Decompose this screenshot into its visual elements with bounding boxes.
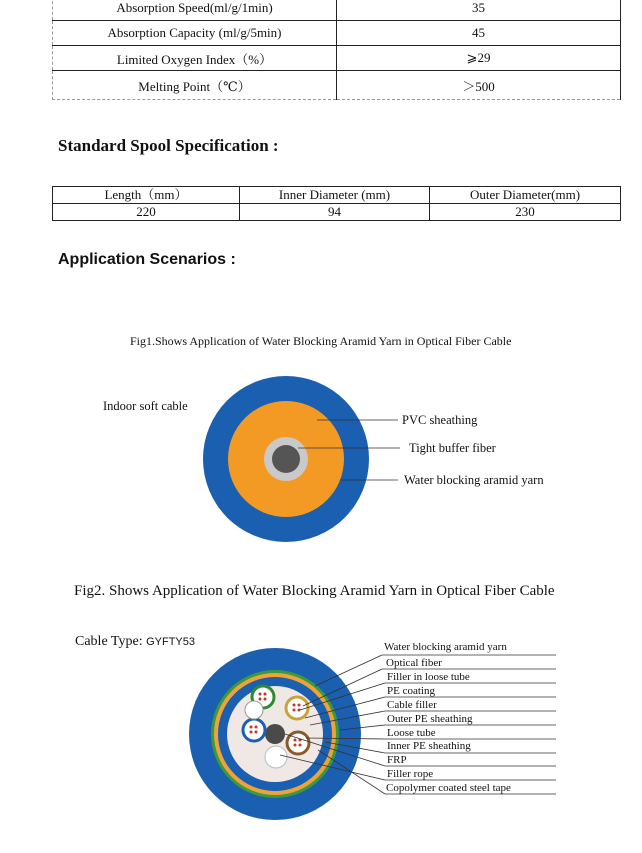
fig2-label: Optical fiber [386, 657, 442, 669]
fig2-label: Loose tube [387, 727, 436, 739]
fig1-label-aramid: Water blocking aramid yarn [404, 473, 544, 487]
value-length: 220 [53, 204, 240, 221]
table-row [53, 46, 621, 71]
property-value: 45 [337, 21, 621, 46]
table-row [53, 204, 621, 221]
spool-table [52, 186, 621, 221]
table-row [53, 0, 621, 21]
frp-core [265, 724, 285, 744]
loose-tube [286, 697, 308, 719]
fig2-label: Outer PE sheathing [387, 713, 473, 725]
fig2-label: FRP [387, 754, 407, 766]
property-value: ⩾29 [337, 46, 621, 71]
fig1-cable-name: Indoor soft cable [103, 399, 188, 413]
header-length: Length（mm） [53, 187, 240, 204]
property-value: ＞500 [337, 71, 621, 100]
fig2-label: Water blocking aramid yarn [384, 641, 507, 653]
filler-rope [265, 746, 287, 768]
value-inner-diameter: 94 [240, 204, 430, 221]
fig1-label-tight-buffer: Tight buffer fiber [409, 441, 496, 455]
header-inner-diameter: Inner Diameter (mm) [240, 187, 430, 204]
fig2-label: Cable filler [387, 699, 437, 711]
table-row [53, 21, 621, 46]
fig2-label: Filler rope [387, 768, 434, 780]
header-outer-diameter: Outer Diameter(mm) [430, 187, 621, 204]
property-value: 35 [337, 0, 621, 21]
loose-tube [243, 719, 265, 741]
fig2-label: PE coating [387, 685, 435, 697]
fiber-core [272, 445, 300, 473]
properties-table [52, 0, 621, 100]
fig2-caption: Fig2. Shows Application of Water Blocking Aramid Yarn in Optical Fiber Cable [74, 583, 555, 599]
cable-type-code: GYFTY53 [146, 636, 195, 648]
fig2-label: Copolymer coated steel tape [386, 782, 511, 794]
spool-spec-title: Standard Spool Specification : [58, 136, 279, 155]
property-name: Absorption Capacity (ml/g/5min) [53, 21, 337, 46]
fig1-caption: Fig1.Shows Application of Water Blocking Aramid Yarn in Optical Fiber Cable [130, 334, 512, 348]
fig2-label: Filler in loose tube [387, 671, 470, 683]
fig2-cable-diagram [0, 630, 642, 840]
table-row [53, 71, 621, 100]
property-name: Melting Point（℃） [53, 71, 337, 100]
fig2-label: Inner PE sheathing [387, 740, 471, 752]
table-header-row [53, 187, 621, 204]
application-title: Application Scenarios : [58, 251, 236, 268]
property-name: Limited Oxygen Index（%） [53, 46, 337, 71]
filler-rope [245, 701, 263, 719]
fig1-label-pvc: PVC sheathing [402, 413, 478, 427]
value-outer-diameter: 230 [430, 204, 621, 221]
fig1-cable-diagram [0, 360, 642, 560]
property-name: Absorption Speed(ml/g/1min) [53, 0, 337, 21]
cable-type-label: Cable Type: [75, 634, 143, 649]
